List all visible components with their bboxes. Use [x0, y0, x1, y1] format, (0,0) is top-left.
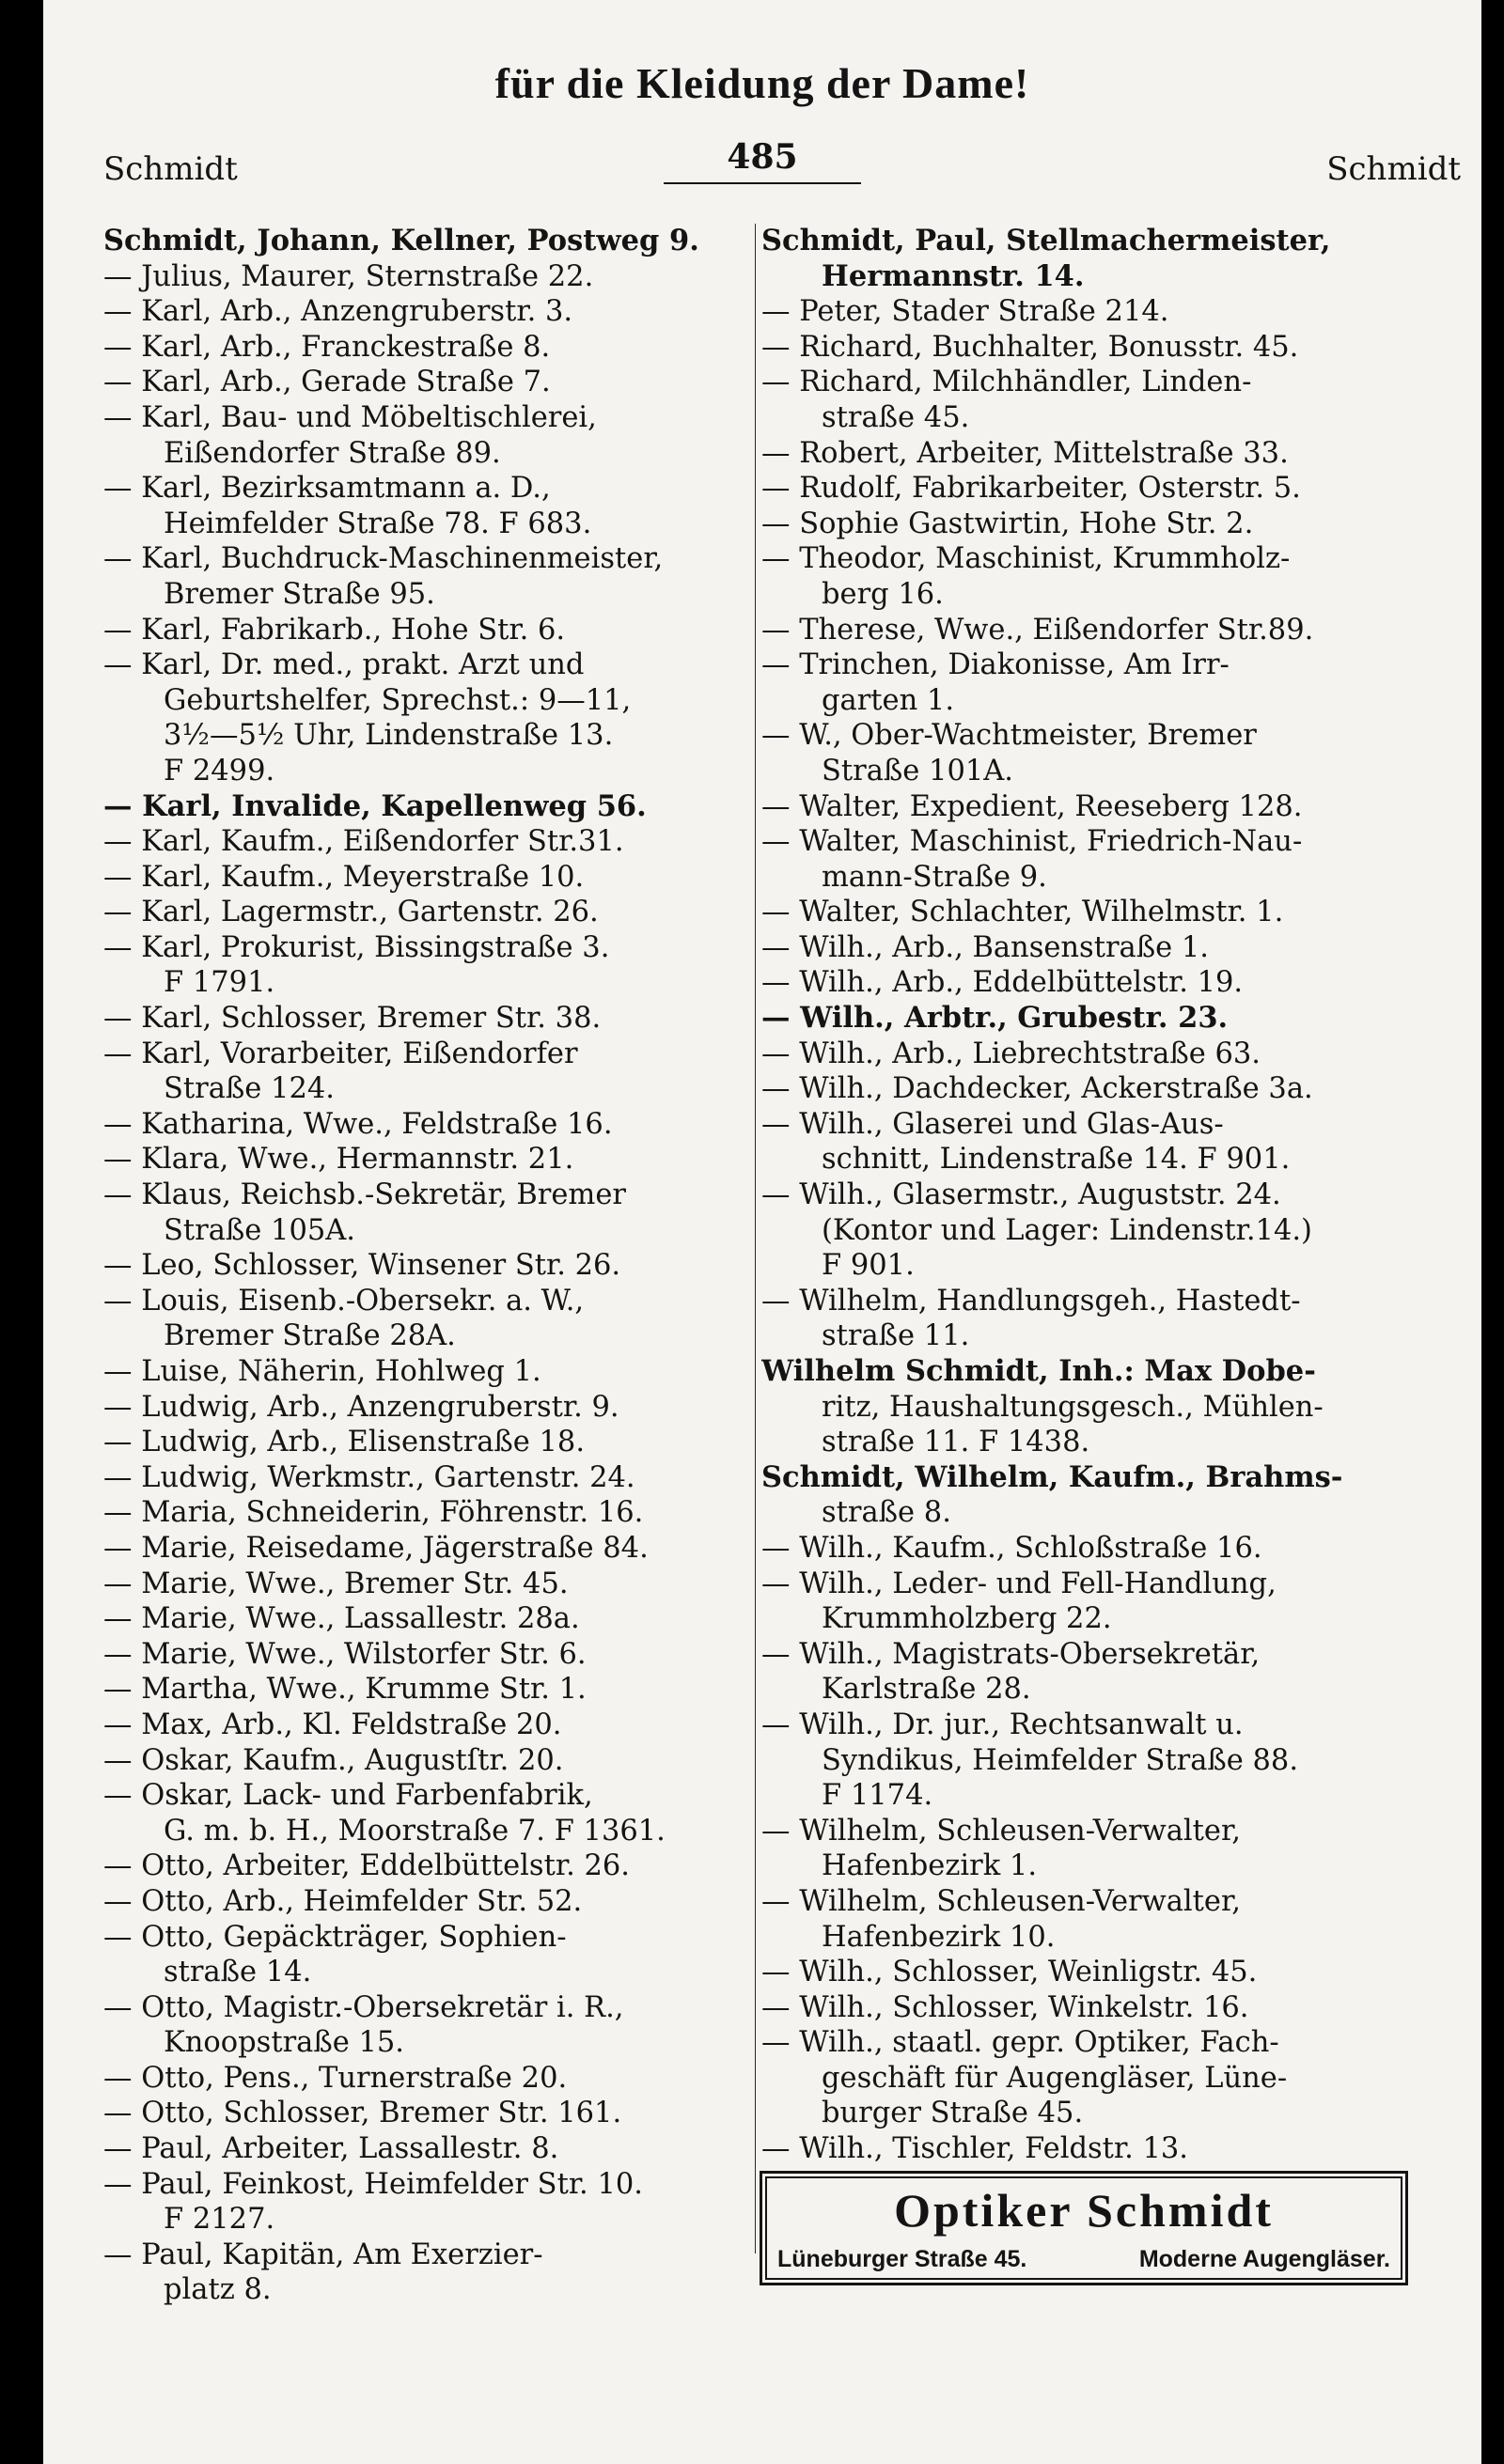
directory-entry-line: — Otto, Pens., Turnerstraße 20.	[103, 2061, 568, 2095]
directory-entry-line: — Martha, Wwe., Krumme Str. 1.	[103, 1673, 587, 1707]
directory-entry-line: — Karl, Vorarbeiter, Eißendorfer	[103, 1037, 578, 1070]
advertisement-title: Optiker Schmidt	[894, 2184, 1274, 2237]
directory-entry-line: Bremer Straße 28A.	[164, 1319, 456, 1353]
directory-entry-line: — Karl, Fabrikarb., Hohe Str. 6.	[103, 613, 566, 647]
directory-entry-line: — Leo, Schlosser, Winsener Str. 26.	[103, 1249, 621, 1283]
directory-entry-line: — Paul, Kapitän, Am Exerzier-	[103, 2238, 543, 2271]
directory-entry-line: mann-Straße 9.	[822, 860, 1047, 894]
directory-entry-line: — Karl, Invalide, Kapellenweg 56.	[103, 788, 647, 823]
directory-entry-line: — Wilh., Glasermstr., Auguststr. 24.	[761, 1178, 1281, 1212]
directory-entry-line: schnitt, Lindenstraße 14. F 901.	[822, 1143, 1291, 1177]
directory-entry-line: — Peter, Stader Straße 214.	[761, 295, 1169, 329]
directory-entry-line: — Trinchen, Diakonisse, Am Irr-	[761, 648, 1230, 682]
directory-entry-line: 3½—5½ Uhr, Lindenstraße 13.	[164, 719, 614, 753]
directory-entry-line: — Marie, Wwe., Lassallestr. 28a.	[103, 1602, 580, 1636]
directory-entry-line: Knoopstraße 15.	[164, 2026, 404, 2060]
directory-entry-line: — Maria, Schneiderin, Föhrenstr. 16.	[103, 1496, 644, 1530]
directory-entry-line: straße 11. F 1438.	[822, 1426, 1090, 1459]
directory-entry-line: — Luise, Näherin, Hohlweg 1.	[103, 1355, 541, 1388]
column-divider	[755, 224, 756, 2253]
directory-entry-line: — Wilh., staatl. gepr. Optiker, Fach-	[761, 2026, 1279, 2060]
directory-entry-line: — Marie, Wwe., Wilstorfer Str. 6.	[103, 1637, 587, 1671]
directory-entry-line: Geburtshelfer, Sprechst.: 9—11,	[164, 683, 632, 717]
right-column	[761, 224, 1419, 2167]
directory-entry-line: — Otto, Schlosser, Bremer Str. 161.	[103, 2097, 622, 2130]
directory-entry-line: F 901.	[822, 1249, 915, 1283]
directory-entry-line: — Wilh., Arb., Eddelbüttelstr. 19.	[761, 966, 1244, 1000]
directory-entry-line: (Kontor und Lager: Lindenstr.14.)	[822, 1213, 1312, 1247]
directory-entry-line: F 1174.	[822, 1779, 933, 1813]
directory-entry-line: — Karl, Buchdruck-Maschinenmeister,	[103, 542, 664, 576]
directory-entry-line: — Karl, Kaufm., Eißendorfer Str.31.	[103, 825, 624, 859]
directory-entry-line: Straße 124.	[164, 1072, 335, 1106]
advertisement-address: Lüneburger Straße 45.	[777, 2246, 1027, 2272]
directory-entry-line: Straße 105A.	[164, 1213, 355, 1247]
directory-entry-line: — Karl, Kaufm., Meyerstraße 10.	[103, 860, 585, 894]
running-header-left: Schmidt	[103, 150, 238, 188]
directory-entry-line: — Wilh., Arbtr., Grubestr. 23.	[761, 1001, 1229, 1036]
directory-entry-line: garten 1.	[822, 683, 955, 717]
advertisement-box	[760, 2171, 1408, 2285]
directory-entry-line: — Oskar, Kaufm., Augustſtr. 20.	[103, 1743, 564, 1777]
directory-entry-line: — Wilh., Glaserei und Glas-Aus-	[761, 1107, 1224, 1141]
directory-entry-line: Karlstraße 28.	[822, 1673, 1031, 1707]
directory-entry-line: Syndikus, Heimfelder Straße 88.	[822, 1743, 1299, 1777]
directory-entry-line: — Ludwig, Werkmstr., Gartenstr. 24.	[103, 1460, 635, 1494]
directory-entry-line: Hafenbezirk 10.	[822, 1920, 1056, 1954]
directory-entry-line: — Karl, Arb., Franckestraße 8.	[103, 330, 551, 364]
directory-entry-line: — Wilh., Arb., Liebrechtstraße 63.	[761, 1037, 1261, 1070]
directory-entry-line: — Rudolf, Fabrikarbeiter, Osterstr. 5.	[761, 472, 1301, 506]
directory-entry-line: — Richard, Milchhändler, Linden-	[761, 366, 1252, 399]
directory-entry-line: — Wilhelm, Handlungsgeh., Hastedt-	[761, 1284, 1301, 1318]
directory-entry-line: — Karl, Bau- und Möbeltischlerei,	[103, 400, 597, 434]
directory-entry-line: — Sophie Gastwirtin, Hohe Str. 2.	[761, 507, 1254, 540]
directory-entry-line: — Ludwig, Arb., Elisenstraße 18.	[103, 1426, 586, 1459]
directory-entry-line: F 1791.	[164, 966, 275, 1000]
directory-entry-line: F 2127.	[164, 2203, 275, 2237]
directory-entry-line: — Wilh., Kaufm., Schloßstraße 16.	[761, 1531, 1262, 1565]
directory-entry-line: — Wilhelm, Schleusen-Verwalter,	[761, 1814, 1241, 1848]
directory-entry-line: burger Straße 45.	[822, 2097, 1084, 2130]
directory-entry-line: Schmidt, Johann, Kellner, Postweg 9.	[103, 224, 699, 257]
directory-entry-line: — Wilh., Dachdecker, Ackerstraße 3a.	[761, 1072, 1313, 1106]
directory-entry-line: — Otto, Gepäckträger, Sophien-	[103, 1920, 567, 1954]
directory-entry-line: — Wilh., Dr. jur., Rechtsanwalt u.	[761, 1708, 1244, 1741]
directory-entry-line: — Karl, Lagermstr., Gartenstr. 26.	[103, 896, 599, 929]
directory-entry-line: — Richard, Buchhalter, Bonusstr. 45.	[761, 330, 1299, 364]
directory-entry-line: Eißendorfer Straße 89.	[164, 436, 501, 470]
directory-entry-line: G. m. b. H., Moorstraße 7. F 1361.	[164, 1814, 666, 1848]
directory-entry-line: straße 14.	[164, 1956, 312, 1989]
directory-entry-line: — Louis, Eisenb.-Obersekr. a. W.,	[103, 1284, 585, 1318]
advertisement-slogan: Moderne Augengläser.	[1138, 2246, 1390, 2272]
directory-entry-line: berg 16.	[822, 577, 944, 611]
directory-entry-line: — Walter, Schlachter, Wilhelmstr. 1.	[761, 896, 1284, 929]
directory-entry-line: — Klara, Wwe., Hermannstr. 21.	[103, 1143, 574, 1177]
directory-entry-line: — Ludwig, Arb., Anzengruberstr. 9.	[103, 1390, 619, 1424]
directory-entry-line: — W., Ober-Wachtmeister, Bremer	[761, 719, 1257, 753]
directory-entry-line: — Robert, Arbeiter, Mittelstraße 33.	[761, 436, 1289, 470]
directory-entry-line: — Karl, Arb., Gerade Straße 7.	[103, 366, 551, 399]
directory-entry-line: — Max, Arb., Kl. Feldstraße 20.	[103, 1708, 562, 1741]
directory-entry-line: geschäft für Augengläser, Lüne-	[822, 2061, 1288, 2095]
directory-entry-line: Bremer Straße 95.	[164, 577, 435, 611]
directory-entry-line: — Wilh., Magistrats-Obersekretär,	[761, 1637, 1261, 1671]
page-banner: für die Kleidung der Dame!	[494, 59, 1030, 107]
directory-entry-line: — Therese, Wwe., Eißendorfer Str.89.	[761, 613, 1314, 647]
directory-entry-line: — Marie, Reisedame, Jägerstraße 84.	[103, 1531, 649, 1565]
directory-page	[43, 0, 1481, 2464]
directory-entry-line: — Paul, Feinkost, Heimfelder Str. 10.	[103, 2167, 643, 2201]
directory-entry-line: straße 8.	[822, 1496, 951, 1530]
directory-entry-line: — Karl, Bezirksamtmann a. D.,	[103, 472, 551, 506]
directory-entry-line: — Wilh., Tischler, Feldstr. 13.	[761, 2132, 1189, 2166]
directory-entry-line: Schmidt, Wilhelm, Kaufm., Brahms-	[761, 1459, 1343, 1494]
directory-entry-line: Schmidt, Paul, Stellmachermeister,	[761, 224, 1331, 257]
directory-entry-line: Hafenbezirk 1.	[822, 1849, 1038, 1883]
left-column	[103, 224, 752, 2308]
directory-entry-line: — Katharina, Wwe., Feldstraße 16.	[103, 1107, 613, 1141]
directory-entry-line: — Karl, Arb., Anzengruberstr. 3.	[103, 295, 573, 329]
directory-entry-line: — Wilh., Leder- und Fell-Handlung,	[761, 1567, 1277, 1600]
directory-entry-line: — Karl, Prokurist, Bissingstraße 3.	[103, 930, 610, 964]
directory-entry-line: straße 11.	[822, 1319, 970, 1353]
running-header-right: Schmidt	[1326, 150, 1461, 188]
directory-entry-line: — Wilh., Schlosser, Winkelstr. 16.	[761, 1990, 1249, 2024]
directory-entry-line: ritz, Haushaltungsgesch., Mühlen-	[822, 1390, 1324, 1424]
directory-entry-line: straße 45.	[822, 400, 970, 434]
directory-entry-line: — Oskar, Lack- und Farbenfabrik,	[103, 1779, 593, 1813]
directory-entry-line: — Theodor, Maschinist, Krummholz-	[761, 542, 1291, 576]
directory-entry-line: — Wilh., Schlosser, Weinligstr. 45.	[761, 1956, 1258, 1989]
directory-entry-line: Krummholzberg 22.	[822, 1602, 1112, 1636]
directory-entry-line: Wilhelm Schmidt, Inh.: Max Dobe-	[761, 1354, 1316, 1388]
directory-entry-line: — Paul, Arbeiter, Lassallestr. 8.	[103, 2132, 559, 2166]
directory-entry-line: — Karl, Schlosser, Bremer Str. 38.	[103, 1002, 602, 1036]
directory-entry-line: — Wilh., Arb., Bansenstraße 1.	[761, 930, 1209, 964]
directory-entry-line: — Walter, Expedient, Reeseberg 128.	[761, 789, 1303, 823]
directory-entry-line: — Otto, Arbeiter, Eddelbüttelstr. 26.	[103, 1849, 630, 1883]
directory-entry-line: Hermannstr. 14.	[822, 258, 1085, 293]
directory-entry-line: — Julius, Maurer, Sternstraße 22.	[103, 259, 594, 293]
directory-entry-line: — Otto, Magistr.-Obersekretär i. R.,	[103, 1990, 624, 2024]
directory-entry-line: — Karl, Dr. med., prakt. Arzt und	[103, 648, 585, 682]
directory-entry-line: Straße 101A.	[822, 754, 1013, 788]
directory-entry-line: F 2499.	[164, 754, 275, 788]
page-number: 485	[664, 137, 861, 184]
directory-entry-line: — Wilhelm, Schleusen-Verwalter,	[761, 1884, 1241, 1918]
directory-entry-line: — Otto, Arb., Heimfelder Str. 52.	[103, 1884, 583, 1918]
directory-entry-line: — Walter, Maschinist, Friedrich-Nau-	[761, 825, 1303, 859]
directory-entry-line: — Klaus, Reichsb.-Sekretär, Bremer	[103, 1178, 626, 1212]
directory-entry-line: platz 8.	[164, 2273, 272, 2307]
directory-entry-line: Heimfelder Straße 78. F 683.	[164, 507, 592, 540]
directory-entry-line: — Marie, Wwe., Bremer Str. 45.	[103, 1567, 569, 1600]
